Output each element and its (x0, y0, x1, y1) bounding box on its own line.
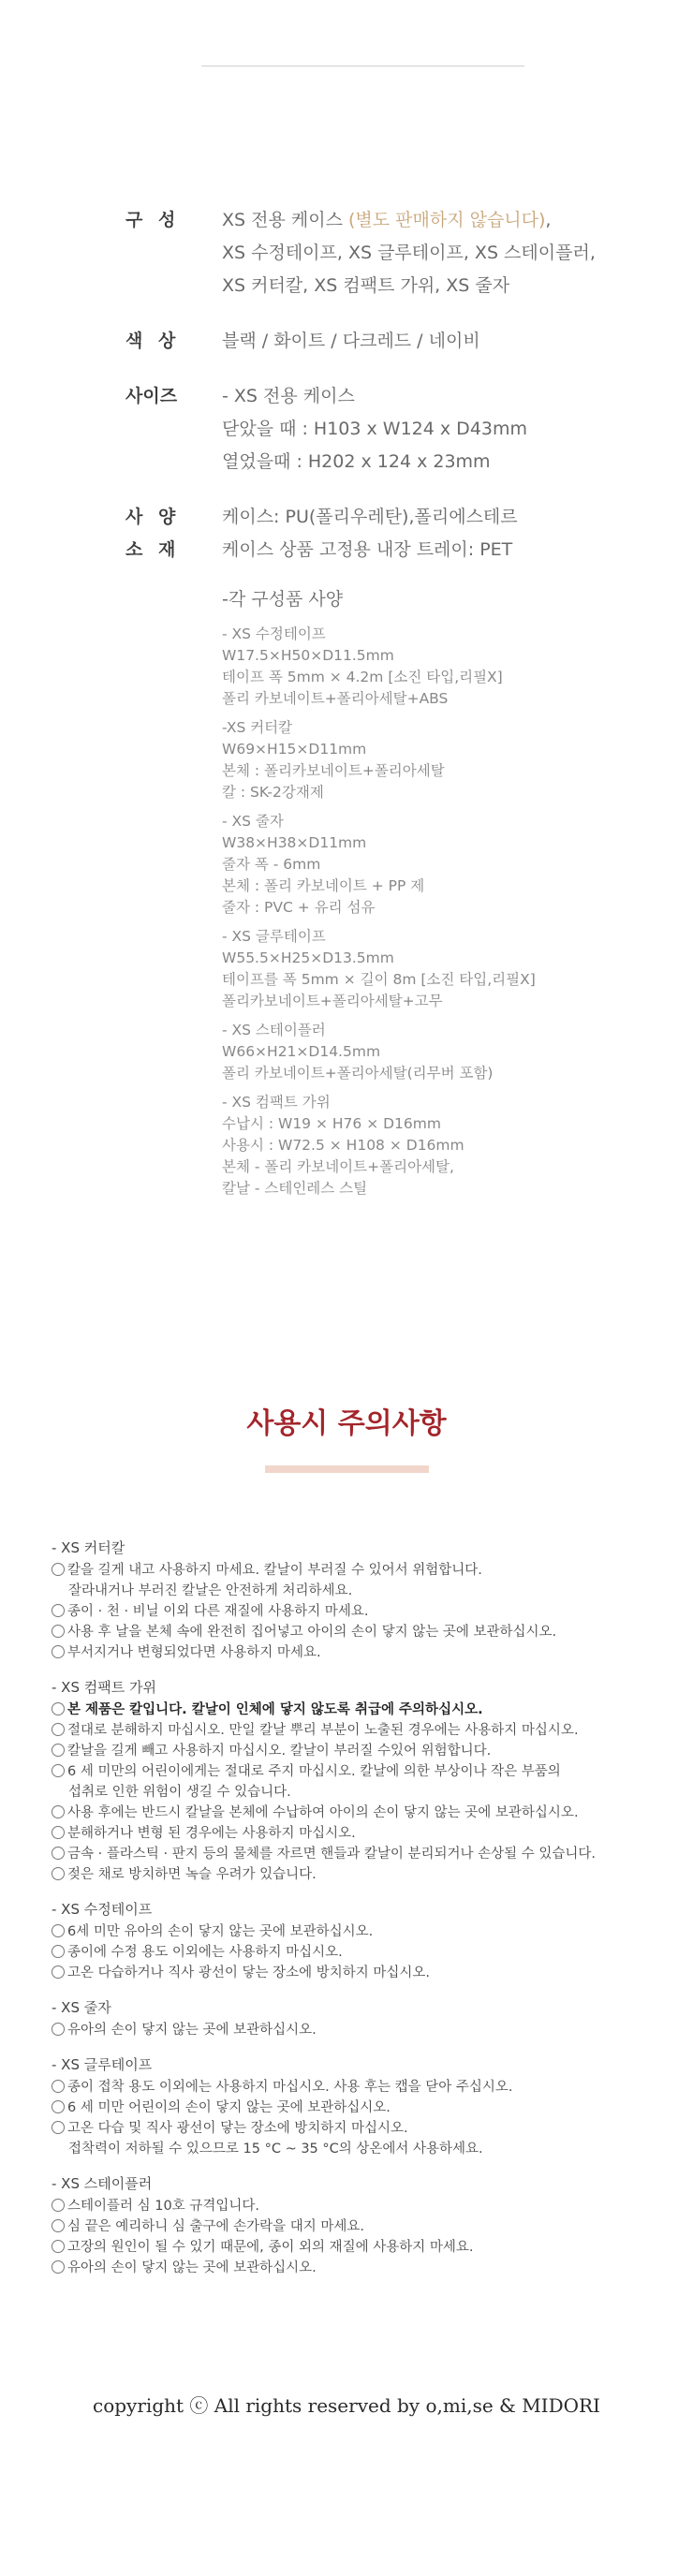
spec-row-material (125, 501, 612, 1200)
component-spec-line: 줄자 폭 - 6mm (222, 856, 321, 873)
caution-section (52, 1538, 670, 1663)
component-spec-line: 사용시 : W72.5 × H108 × D16mm (222, 1137, 464, 1154)
caution-item-text: 금속 · 플라스틱 · 판지 등의 물체를 자르면 핸들과 칼날이 분리되거나 손상될 수 있습니다. (67, 1847, 596, 1862)
caution-section-title: - XS 컴팩트 가위 (52, 1679, 156, 1696)
caution-section-title: - XS 줄자 (52, 1999, 111, 2016)
component-spec-block (222, 926, 612, 1012)
caution-item (52, 1601, 670, 1622)
caution-section-title: - XS 글루테이프 (52, 2056, 153, 2073)
caution-item (52, 1560, 670, 1581)
component-spec-line: 줄자 : PVC + 유리 섬유 (222, 899, 376, 916)
component-name: - XS 줄자 (222, 813, 284, 830)
circle-bullet-icon (52, 2219, 65, 2232)
circle-bullet-icon (52, 1604, 65, 1617)
caution-item (52, 2216, 670, 2237)
caution-title: 사용시 주의사항 (246, 1407, 447, 1440)
size-line: 열었을때 : H202 x 124 x 23mm (222, 451, 491, 472)
caution-section-title: - XS 수정테이프 (52, 1901, 153, 1918)
spec-row-composition (125, 204, 612, 302)
caution-item-text: 6 세 미만의 어린이에게는 절대로 주지 마십시오. 칼날에 의한 부상이나 작은 부품의 (67, 1764, 561, 1779)
caution-item (52, 1823, 670, 1844)
caution-item-text: 칼을 길게 내고 사용하지 마세요. 칼날이 부러질 수 있어서 위험합니다. (67, 1563, 482, 1578)
spec-row-size (125, 380, 612, 478)
spec-label-spec: 사 양 (125, 507, 181, 527)
caution-item-text: 사용 후 날을 본체 속에 완전히 집어넣고 아이의 손이 닿지 않는 곳에 보관하십시오. (67, 1625, 557, 1640)
circle-bullet-icon (52, 1625, 65, 1638)
component-name: -XS 커터칼 (222, 719, 293, 736)
spec-values-material (222, 501, 612, 1200)
component-spec-line: W38×H38×D11mm (222, 834, 367, 851)
material-line: 케이스 상품 고정용 내장 트레이: PET (222, 539, 513, 560)
caution-item (52, 1741, 670, 1761)
component-spec-block (222, 811, 612, 919)
circle-bullet-icon (52, 1924, 65, 1937)
component-spec-line: 테이프를 폭 5mm × 길이 8m [소진 타입,리필X] (222, 971, 536, 988)
caution-item-text: 사용 후에는 반드시 칼날을 본체에 수납하여 아이의 손이 닿지 않는 곳에 보관하십시오. (67, 1805, 579, 1820)
caution-section (52, 1997, 670, 2040)
caution-item (52, 1942, 670, 1963)
component-name: - XS 수정테이프 (222, 626, 326, 642)
component-spec-block (222, 624, 612, 710)
composition-line: XS 커터칼, XS 컴팩트 가위, XS 줄자 (222, 275, 510, 296)
circle-bullet-icon (52, 1645, 65, 1658)
circle-bullet-icon (52, 1744, 65, 1757)
circle-bullet-icon (52, 2080, 65, 2093)
caution-section (52, 2054, 670, 2159)
composition-tail: , (545, 210, 552, 230)
caution-section-title: - XS 커터칼 (52, 1539, 125, 1556)
component-spec-line: 본체 : 폴리카보네이트+폴리아세탈 (222, 762, 445, 779)
caution-section (52, 2173, 670, 2278)
caution-item-text: 절대로 분해하지 마십시오. 만일 칼날 뿌리 부분이 노출된 경우에는 사용하지 마십시오. (67, 1723, 579, 1738)
caution-item-text: 종이 접착 용도 이외에는 사용하지 마십시오. 사용 후는 캡을 닫아 주십시오. (67, 2080, 513, 2095)
caution-section-title: - XS 스테이플러 (52, 2175, 153, 2192)
circle-bullet-icon (52, 1563, 65, 1576)
caution-item (52, 1700, 670, 1720)
component-spec-title: -각 구성품 사양 (222, 589, 344, 610)
caution-item-text: 종이 · 천 · 비닐 이외 다른 재질에 사용하지 마세요. (67, 1604, 369, 1619)
circle-bullet-icon (52, 1945, 65, 1958)
component-spec-block (222, 1020, 612, 1084)
circle-bullet-icon (52, 1965, 65, 1979)
component-spec-line: W69×H15×D11mm (222, 741, 367, 758)
caution-item-text: 고온 다습하거나 직사 광선이 닿는 장소에 방치하지 마십시오. (67, 1965, 431, 1980)
component-spec-line: W17.5×H50×D11.5mm (222, 647, 394, 664)
caution-item (52, 2196, 670, 2216)
caution-item-text: 고온 다습 및 직사 광선이 닿는 장소에 방치하지 마십시오. (67, 2121, 408, 2136)
caution-item (52, 1921, 670, 1942)
caution-item (52, 1720, 670, 1741)
caution-item-text: 유아의 손이 닿지 않는 곳에 보관하십시오. (67, 2023, 317, 2038)
spec-row-color (125, 325, 612, 358)
component-spec-block (222, 1092, 612, 1200)
caution-item (52, 1622, 670, 1642)
size-line: 닫았을 때 : H103 x W124 x D43mm (222, 419, 528, 439)
caution-item-text: 종이에 수정 용도 이외에는 사용하지 마십시오. (67, 1945, 343, 1960)
component-spec-line: W55.5×H25×D13.5mm (222, 949, 394, 966)
copyright: copyright ⓒ All rights reserved by o,mi,se & MIDORI (93, 2394, 600, 2417)
caution-item-continuation: 잘라내거나 부러진 칼날은 안전하게 처리하세요. (68, 1583, 353, 1598)
caution-notes (52, 1538, 670, 2292)
caution-title-underline (265, 1465, 429, 1473)
component-spec-line: 폴리카보네이트+폴리아세탈+고무 (222, 993, 443, 1009)
caution-item (52, 1963, 670, 1983)
component-name: - XS 글루테이프 (222, 928, 326, 945)
caution-item (52, 1761, 670, 1782)
component-name: - XS 스테이플러 (222, 1022, 326, 1038)
not-sold-separately-note: (별도 판매하지 않습니다) (347, 210, 546, 230)
circle-bullet-icon (52, 2199, 65, 2212)
caution-item (52, 2237, 670, 2258)
component-spec-line: 본체 - 폴리 카보네이트+폴리아세탈, (222, 1158, 454, 1175)
caution-item-text: 칼날을 길게 빼고 사용하지 마십시오. 칼날이 부러질 수있어 위험합니다. (67, 1744, 492, 1759)
caution-item-text: 분해하거나 변형 된 경우에는 사용하지 마십시오. (67, 1826, 356, 1841)
spec-values-size (222, 380, 612, 478)
circle-bullet-icon (52, 2260, 65, 2274)
caution-item (52, 1864, 670, 1885)
caution-item-text: 6 세 미만 어린이의 손이 닿지 않는 곳에 보관하십시오. (67, 2100, 391, 2115)
caution-item (52, 2118, 670, 2139)
component-spec-line: 폴리 카보네이트+폴리아세탈+ABS (222, 690, 449, 707)
caution-section (52, 1899, 670, 1983)
component-spec-block (222, 717, 612, 803)
circle-bullet-icon (52, 2240, 65, 2253)
caution-item-text: 고장의 원인이 될 수 있기 때문에, 종이 외의 재질에 사용하지 마세요. (67, 2240, 474, 2255)
component-spec-list (222, 624, 612, 1200)
caution-item (52, 2020, 670, 2040)
material-line: 케이스: PU(폴리우레탄),폴리에스테르 (222, 507, 518, 527)
spec-values-composition (222, 204, 612, 302)
spec-label-size: 사이즈 (125, 386, 178, 406)
circle-bullet-icon (52, 1826, 65, 1839)
circle-bullet-icon (52, 1805, 65, 1818)
caution-item (52, 2077, 670, 2098)
circle-bullet-icon (52, 1867, 65, 1880)
component-spec-line: W66×H21×D14.5mm (222, 1043, 381, 1060)
circle-bullet-icon (52, 1764, 65, 1777)
component-spec-line: 테이프 폭 5mm × 4.2m [소진 타입,리필X] (222, 669, 503, 685)
circle-bullet-icon (52, 1723, 65, 1736)
circle-bullet-icon (52, 2121, 65, 2134)
circle-bullet-icon (52, 2023, 65, 2036)
component-spec-line: 본체 : 폴리 카보네이트 + PP 제 (222, 877, 425, 894)
component-spec-line: 폴리 카보네이트+폴리아세탈(리무버 포함) (222, 1065, 494, 1082)
caution-item-text: 부서지거나 변형되었다면 사용하지 마세요. (67, 1645, 321, 1660)
caution-item-text: 심 끝은 예리하니 심 출구에 손가락을 대지 마세요. (67, 2219, 365, 2234)
circle-bullet-icon (52, 1702, 65, 1715)
caution-item (52, 2098, 670, 2118)
spec-label-material: 소 재 (125, 539, 181, 560)
component-name: - XS 컴팩트 가위 (222, 1094, 331, 1111)
spec-label-composition: 구 성 (125, 210, 181, 230)
caution-item (52, 1803, 670, 1823)
size-line: - XS 전용 케이스 (222, 386, 355, 406)
caution-section (52, 1677, 670, 1885)
spec-values-color (222, 325, 612, 358)
spec-label-color: 색 상 (125, 331, 181, 351)
caution-item-text: 젖은 채로 방치하면 녹슬 우려가 있습니다. (67, 1867, 317, 1882)
component-spec-line: 칼날 - 스테인레스 스틸 (222, 1180, 368, 1197)
circle-bullet-icon (52, 2100, 65, 2113)
caution-item-continuation: 접착력이 저하될 수 있으므로 15 °C ~ 35 °C의 상온에서 사용하세요. (68, 2142, 483, 2156)
caution-item-text: 본 제품은 칼입니다. 칼날이 인체에 닿지 않도록 취급에 주의하십시오. (67, 1702, 483, 1717)
composition-line: XS 수정테이프, XS 글루테이프, XS 스테이플러, (222, 243, 596, 263)
caution-item-continuation: 섭취로 인한 위험이 생길 수 있습니다. (68, 1785, 291, 1800)
composition-line (222, 204, 612, 237)
caution-item (52, 1844, 670, 1864)
caution-item (52, 1642, 670, 1663)
caution-item (52, 2258, 670, 2278)
spec-table (125, 204, 612, 1222)
caution-item-text: 6세 미만 유아의 손이 닿지 않는 곳에 보관하십시오. (67, 1924, 374, 1939)
caution-item-text: 유아의 손이 닿지 않는 곳에 보관하십시오. (67, 2260, 317, 2275)
component-spec-line: 칼 : SK-2강재제 (222, 784, 324, 801)
component-spec-line: 수납시 : W19 × H76 × D16mm (222, 1115, 441, 1132)
circle-bullet-icon (52, 1847, 65, 1860)
color-options: 블랙 / 화이트 / 다크레드 / 네이비 (222, 331, 480, 351)
composition-text: XS 전용 케이스 (222, 210, 348, 230)
caution-item-text: 스테이플러 심 10호 규격입니다. (67, 2199, 259, 2214)
